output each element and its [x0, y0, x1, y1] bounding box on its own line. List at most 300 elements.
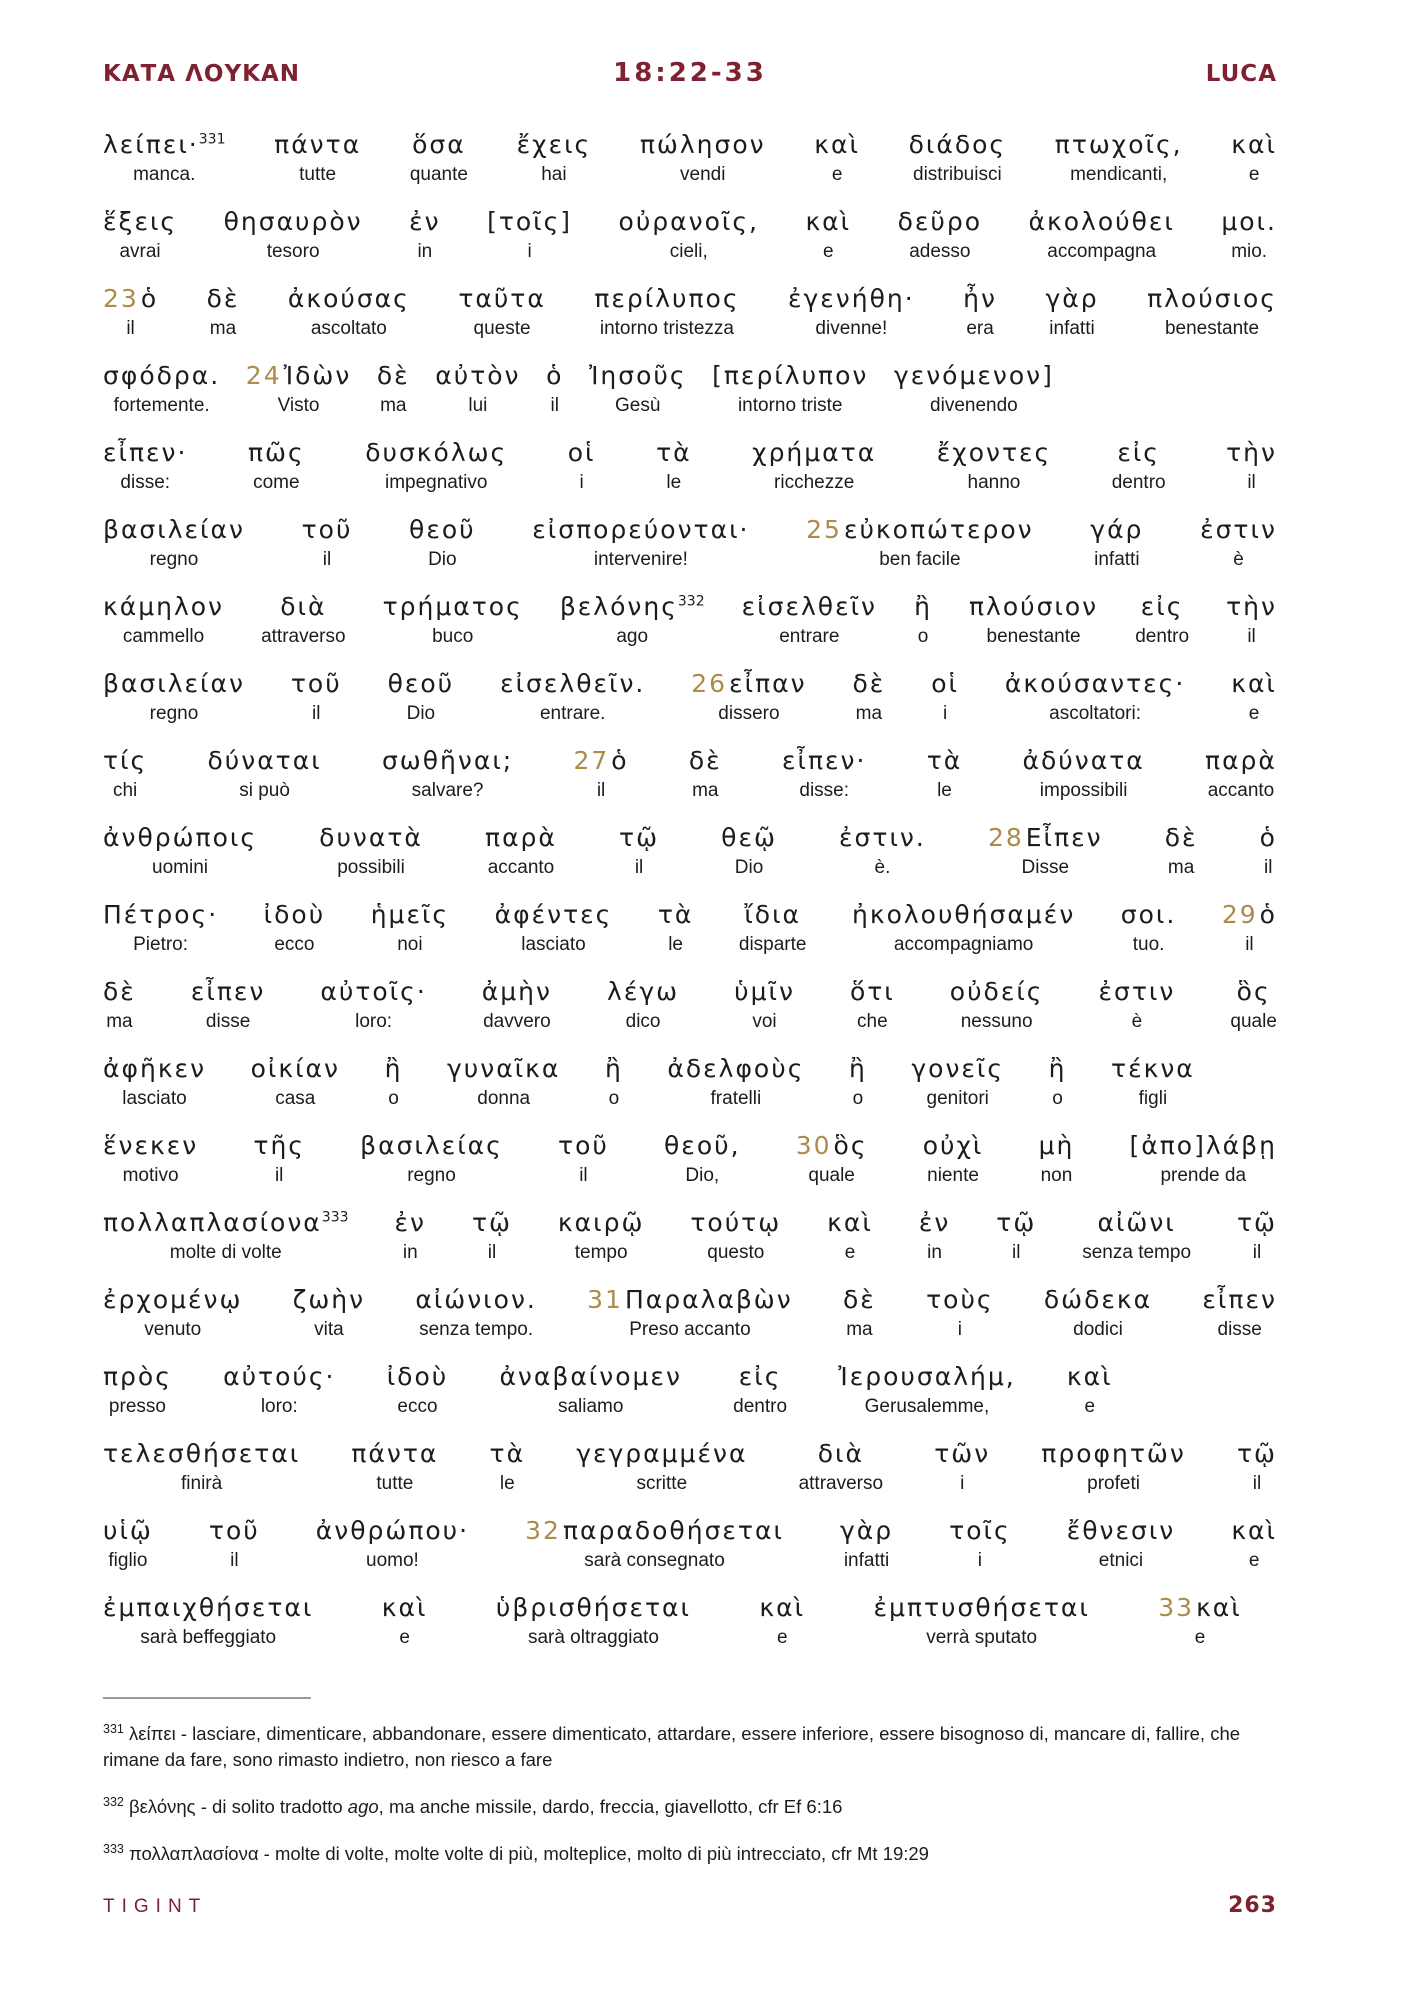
gloss: dentro	[1135, 626, 1190, 647]
greek-word: ἀνθρώπου·	[315, 1516, 470, 1545]
word-pair	[712, 359, 868, 419]
greek-word: δὲ	[852, 669, 886, 698]
gloss: o	[388, 1088, 399, 1109]
word-pair	[919, 1206, 950, 1266]
greek-word: δεῦρο	[897, 207, 983, 236]
passage-reference: 18:22-33	[613, 58, 767, 88]
word-pair	[1231, 128, 1277, 188]
greek-word: εἰς	[1117, 438, 1160, 467]
word-pair	[499, 1360, 681, 1420]
word-pair	[264, 898, 326, 958]
word-pair	[963, 282, 997, 342]
word-pair	[472, 1206, 512, 1266]
edition-label: TIGINT	[103, 1896, 208, 1917]
gloss: disparte	[738, 934, 807, 955]
gloss: uomo!	[366, 1550, 419, 1571]
footnote-number: 332	[103, 1794, 124, 1809]
greek-word: ζωὴν	[292, 1285, 366, 1314]
gloss: il	[487, 1242, 497, 1263]
gloss: ecco	[397, 1396, 438, 1417]
word-pair	[382, 1591, 428, 1651]
word-pair	[969, 590, 1098, 650]
greek-word: αὐτοῖς·	[320, 977, 427, 1006]
word-pair	[640, 128, 766, 188]
word-pair	[619, 821, 659, 881]
verse-number: 27	[573, 746, 610, 775]
word-pair	[458, 282, 546, 342]
gloss: fortemente.	[113, 395, 210, 416]
gloss: salvare?	[411, 780, 484, 801]
greek-word: καὶ	[1231, 1516, 1277, 1545]
greek-word: τρήματος	[382, 592, 523, 621]
gloss: e	[844, 1242, 856, 1263]
word-pair	[103, 1129, 198, 1189]
greek-word: πώλησον	[639, 130, 766, 159]
greek-word: καὶ	[805, 207, 852, 236]
word-pair	[490, 1437, 526, 1497]
greek-word: καὶ	[381, 1593, 428, 1622]
word-pair	[316, 1514, 469, 1574]
gloss: distribuisci	[913, 164, 1002, 185]
word-pair	[103, 975, 136, 1035]
greek-word: δὲ	[376, 361, 410, 390]
page-header	[103, 58, 1277, 88]
greek-word: ἀφέντες	[494, 900, 613, 929]
word-pair	[1005, 667, 1185, 727]
word-pair	[1260, 821, 1277, 881]
greek-word: 29ὁ	[1221, 900, 1277, 929]
greek-word: εἰς	[738, 1362, 782, 1391]
greek-word: ἐν	[918, 1208, 951, 1237]
greek-word: 23ὁ	[103, 284, 159, 313]
gloss: profeti	[1087, 1473, 1140, 1494]
word-pair	[607, 975, 679, 1035]
gloss: ma	[106, 1011, 133, 1032]
interlinear-line	[103, 898, 1277, 958]
gloss: Dio	[428, 549, 457, 570]
word-pair	[360, 1129, 503, 1189]
gloss: quale	[1230, 1011, 1277, 1032]
greek-word: ὁ	[546, 361, 564, 390]
word-pair	[409, 513, 476, 573]
greek-word: θεοῦ	[409, 515, 476, 544]
interlinear-line	[103, 975, 1277, 1035]
gloss: prende da	[1160, 1165, 1247, 1186]
gloss: in	[927, 1242, 942, 1263]
gloss: casa	[275, 1088, 316, 1109]
greek-word: ἀναβαίνομεν	[499, 1362, 682, 1391]
gloss: donna	[477, 1088, 531, 1109]
greek-word: σωθῆναι;	[381, 746, 514, 775]
word-pair	[248, 436, 305, 496]
greek-word: οὐχὶ	[922, 1131, 984, 1160]
word-pair	[207, 744, 321, 804]
gloss: impossibili	[1039, 780, 1128, 801]
gloss: queste	[473, 318, 531, 339]
greek-word: λείπει·$^{331}$	[103, 130, 226, 159]
greek-word: αὐτὸν	[435, 361, 521, 390]
gloss: hai	[541, 164, 567, 185]
word-pair	[496, 1591, 691, 1651]
gloss: benestante	[986, 626, 1081, 647]
interlinear-line	[103, 128, 1277, 188]
greek-word: τοῦ	[301, 515, 353, 544]
greek-word: τελεσθήσεται	[103, 1439, 301, 1468]
greek-word: ἀμὴν	[481, 977, 552, 1006]
greek-word: ἐν	[409, 207, 441, 236]
gloss: nessuno	[960, 1011, 1033, 1032]
gloss: attraverso	[798, 1473, 884, 1494]
word-pair	[937, 436, 1051, 496]
word-pair	[1029, 205, 1175, 265]
gloss: i	[942, 703, 948, 724]
greek-word: οἰκίαν	[250, 1054, 340, 1083]
gloss: verrà sputato	[926, 1627, 1038, 1648]
word-pair	[274, 128, 361, 188]
greek-word: ἐν	[394, 1208, 426, 1237]
word-pair	[1226, 436, 1277, 496]
greek-word: γὰρ	[839, 1516, 894, 1545]
word-pair	[558, 1206, 644, 1266]
greek-word: 25εὐκοπώτερον	[806, 515, 1034, 544]
word-pair	[742, 590, 877, 650]
greek-word: ἔθνεσιν	[1066, 1516, 1176, 1545]
greek-word: θεῷ	[721, 823, 777, 852]
gloss: mio.	[1231, 241, 1268, 262]
gloss: è	[1233, 549, 1244, 570]
word-pair	[302, 513, 353, 573]
word-pair	[1222, 898, 1277, 958]
gloss: dissero	[718, 703, 780, 724]
word-pair	[594, 282, 739, 342]
gloss: il	[1247, 472, 1256, 493]
word-pair	[1231, 667, 1277, 727]
greek-word: βασιλείαν	[103, 669, 245, 698]
interlinear-line	[103, 744, 1277, 804]
greek-word: εἶπεν·	[781, 746, 867, 775]
word-pair	[103, 744, 147, 804]
word-pair	[485, 821, 557, 881]
gloss: ascoltato	[310, 318, 387, 339]
gloss: le	[937, 780, 952, 801]
gloss: saliamo	[557, 1396, 624, 1417]
greek-word: υἱῷ	[103, 1516, 153, 1545]
greek-word: τοὺς	[926, 1285, 994, 1314]
word-pair	[843, 1283, 876, 1343]
interlinear-line	[103, 1360, 1113, 1420]
verse-number: 31	[587, 1285, 623, 1314]
gloss: e	[1248, 164, 1260, 185]
greek-word: ἢ	[384, 1054, 403, 1083]
gloss: genitori	[926, 1088, 989, 1109]
greek-word: βασιλείαν	[103, 515, 245, 544]
word-pair	[103, 1283, 242, 1343]
word-pair	[1200, 513, 1277, 573]
footnote-number: 331	[103, 1721, 124, 1736]
interlinear-line	[103, 282, 1277, 342]
greek-word: 27ὁ	[573, 746, 629, 775]
word-pair	[852, 667, 885, 727]
word-pair	[103, 1360, 172, 1420]
gloss: i	[957, 1319, 962, 1340]
interlinear-line	[103, 1206, 1277, 1266]
greek-word: ἕξεις	[103, 207, 178, 236]
word-pair	[377, 359, 410, 419]
gloss: sarà consegnato	[584, 1550, 725, 1571]
gloss: ricchezze	[774, 472, 855, 493]
greek-word: καὶ	[759, 1593, 806, 1622]
word-pair	[733, 1360, 787, 1420]
running-head-left: ΚΑΤΑ ΛΟΥΚΑΝ	[103, 61, 300, 87]
greek-word: ἔχεις	[516, 130, 592, 159]
word-pair	[435, 359, 520, 419]
greek-word: 33καὶ	[1158, 1593, 1242, 1622]
gloss: etnici	[1098, 1550, 1144, 1571]
word-pair	[291, 667, 342, 727]
gloss: e	[1084, 1396, 1096, 1417]
word-pair	[320, 975, 426, 1035]
gloss: entrare	[779, 626, 840, 647]
word-pair	[934, 1437, 990, 1497]
gloss: il	[1247, 626, 1256, 647]
word-pair	[103, 821, 257, 881]
gloss: intorno triste	[737, 395, 843, 416]
gloss: ma	[692, 780, 719, 801]
gloss: dodici	[1073, 1319, 1123, 1340]
greek-word: ἀδύνατα	[1022, 746, 1145, 775]
gloss: o	[917, 626, 929, 647]
gloss: ma	[846, 1319, 873, 1340]
word-pair	[849, 1052, 867, 1112]
greek-word: τὰ	[657, 900, 694, 929]
word-pair	[500, 667, 645, 727]
word-pair	[293, 1283, 365, 1343]
gloss: il	[596, 780, 606, 801]
word-pair	[1165, 821, 1198, 881]
word-pair	[1099, 975, 1176, 1035]
word-pair	[261, 590, 345, 650]
gloss: i	[960, 1473, 965, 1494]
word-pair	[288, 282, 410, 342]
gloss: o	[608, 1088, 620, 1109]
greek-word: [περίλυπον	[712, 361, 869, 390]
greek-word: πρὸς	[103, 1362, 172, 1391]
greek-word: διάδος	[908, 130, 1007, 159]
word-pair	[806, 513, 1034, 573]
gloss: noi	[397, 934, 423, 955]
greek-word: διὰ	[280, 592, 327, 621]
gloss: Dio	[406, 703, 436, 724]
gloss: vendi	[680, 164, 726, 185]
greek-word: δὲ	[843, 1285, 876, 1314]
gloss: intervenire!	[593, 549, 688, 570]
gloss: venuto	[144, 1319, 202, 1340]
gloss: dentro	[1111, 472, 1166, 493]
greek-word: Ἰησοῦς	[588, 361, 687, 390]
word-pair	[409, 205, 440, 265]
greek-word: αἰώνιον.	[415, 1285, 537, 1314]
word-pair	[482, 975, 552, 1035]
gloss: cieli,	[669, 241, 708, 262]
gloss: tuo.	[1132, 934, 1165, 955]
word-pair	[525, 1514, 784, 1574]
greek-word: ἐστιν	[1098, 977, 1176, 1006]
word-pair	[103, 898, 218, 958]
word-pair	[739, 898, 807, 958]
gloss: i	[579, 472, 584, 493]
word-pair	[1221, 205, 1277, 265]
word-pair	[251, 1052, 340, 1112]
gloss: fratelli	[710, 1088, 762, 1109]
gloss: lasciato	[122, 1088, 187, 1109]
gloss: disse:	[120, 472, 171, 493]
word-pair	[103, 1514, 153, 1574]
page-footer	[103, 1893, 1277, 1918]
page-number: 263	[1228, 1893, 1277, 1918]
gloss: davvero	[483, 1011, 551, 1032]
greek-word: βελόνης$^{332}$	[559, 592, 705, 621]
greek-word: καὶ	[814, 130, 860, 159]
gloss: avrai	[119, 241, 161, 262]
gloss: questo	[707, 1242, 765, 1263]
verse-number: 28	[987, 823, 1024, 852]
gloss: scritte	[636, 1473, 688, 1494]
gloss: in	[417, 241, 433, 262]
word-pair	[487, 205, 572, 265]
greek-word: καὶ	[827, 1208, 873, 1237]
verse-number: 23	[103, 284, 139, 313]
greek-word: καὶ	[1231, 130, 1277, 159]
greek-word: δυσκόλως	[365, 438, 508, 467]
word-pair	[914, 590, 932, 650]
greek-word: τὰ	[926, 746, 963, 775]
greek-word: καὶ	[1066, 1362, 1113, 1391]
greek-word: αἰῶνι	[1097, 1208, 1176, 1237]
word-pair	[253, 1129, 305, 1189]
gloss: il	[634, 857, 644, 878]
greek-word: ἰδοὺ	[263, 900, 326, 929]
greek-word: βασιλείας	[360, 1131, 503, 1160]
gloss: niente	[927, 1165, 979, 1186]
footnote-ref[interactable]: 332	[677, 593, 705, 610]
greek-word: γὰρ	[1045, 284, 1099, 313]
gloss: lasciato	[521, 934, 586, 955]
gloss: è	[1131, 1011, 1143, 1032]
word-pair	[721, 821, 777, 881]
footnote-ref[interactable]: 333	[321, 1209, 349, 1226]
greek-word: πλούσιος	[1147, 284, 1277, 313]
interlinear-line	[103, 359, 1054, 419]
word-pair	[382, 744, 513, 804]
greek-word: γονεῖς	[911, 1054, 1005, 1083]
gloss: e	[1248, 1550, 1260, 1571]
gloss: accompagniamo	[893, 934, 1034, 955]
gloss: mendicanti,	[1070, 164, 1168, 185]
word-pair	[931, 667, 959, 727]
interlinear-line	[103, 513, 1277, 573]
greek-word: περίλυπος	[594, 284, 740, 313]
interlinear-line	[103, 1591, 1242, 1651]
footnote-ref[interactable]: 331	[198, 131, 226, 148]
word-pair	[1090, 513, 1143, 573]
gloss: Visto	[277, 395, 320, 416]
word-pair	[447, 1052, 560, 1112]
interlinear-line	[103, 667, 1277, 727]
word-pair	[103, 513, 245, 573]
word-pair	[796, 1129, 868, 1189]
gloss: Preso accanto	[629, 1319, 751, 1340]
word-pair	[103, 667, 245, 727]
word-pair	[852, 898, 1075, 958]
gloss: tesoro	[266, 241, 320, 262]
greek-word: τούτῳ	[690, 1208, 782, 1237]
word-pair	[898, 205, 982, 265]
word-pair	[103, 436, 187, 496]
gloss: e	[776, 1627, 788, 1648]
gloss: e	[1248, 703, 1260, 724]
word-pair	[840, 1514, 893, 1574]
word-pair	[664, 1129, 741, 1189]
word-pair	[103, 1052, 206, 1112]
gloss: le	[499, 1473, 515, 1494]
word-pair	[850, 975, 895, 1035]
interlinear-line	[103, 205, 1277, 265]
word-pair	[587, 1283, 793, 1343]
greek-word: σοι.	[1120, 900, 1177, 929]
verse-number: 26	[691, 669, 728, 698]
verse-number: 32	[525, 1516, 561, 1545]
greek-word: ἔχοντες	[936, 438, 1052, 467]
gloss: loro:	[355, 1011, 393, 1032]
word-pair	[814, 128, 860, 188]
greek-word: δὲ	[1164, 823, 1198, 852]
gloss: impegnativo	[384, 472, 488, 493]
word-pair	[874, 1591, 1090, 1651]
greek-word: πολλαπλασίονα$^{333}$	[103, 1208, 349, 1237]
gloss: Dio	[734, 857, 764, 878]
gloss: il	[550, 395, 559, 416]
gloss: o	[1052, 1088, 1063, 1109]
greek-word: ἐμπτυσθήσεται	[873, 1593, 1090, 1622]
word-pair	[950, 975, 1044, 1035]
greek-word: εἶπεν·	[103, 438, 188, 467]
greek-word: ὃς	[1236, 977, 1271, 1006]
greek-word: δὲ	[103, 977, 136, 1006]
gloss: il	[274, 1165, 284, 1186]
word-pair	[568, 436, 596, 496]
word-pair	[558, 1129, 609, 1189]
greek-word: διὰ	[817, 1439, 864, 1468]
gloss: o	[852, 1088, 864, 1109]
word-pair	[759, 1591, 805, 1651]
gloss: ma	[209, 318, 237, 339]
greek-word: τῷ	[1237, 1208, 1277, 1237]
word-pair	[911, 1052, 1004, 1112]
greek-word: πτωχοῖς,	[1054, 130, 1183, 159]
running-head-right: LUCA	[1205, 61, 1277, 87]
word-pair	[103, 590, 224, 650]
word-pair	[838, 1360, 1015, 1420]
word-pair	[1230, 975, 1277, 1035]
word-pair	[191, 975, 266, 1035]
gloss: è.	[874, 857, 891, 878]
greek-word: σφόδρα.	[103, 361, 221, 390]
word-pair	[996, 1206, 1036, 1266]
greek-word: πλούσιον	[968, 592, 1099, 621]
word-pair	[1023, 744, 1145, 804]
greek-word: πάντα	[274, 130, 362, 159]
word-pair	[546, 359, 563, 419]
